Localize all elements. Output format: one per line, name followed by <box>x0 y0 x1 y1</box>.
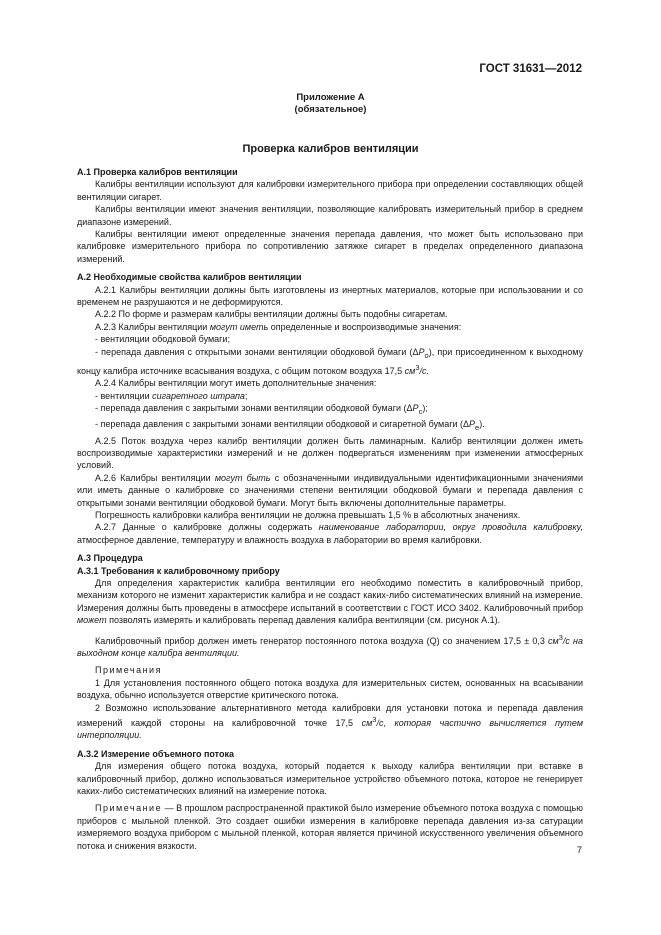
appendix-title: Приложение А <box>296 92 365 103</box>
list-item: - вентиляции ободковой бумаги; <box>95 334 230 345</box>
paragraph: Калибры вентиляции имеют определенные значения перепада давления, что может быть использовано при калибровке измерительного прибора по сопротивлению затяжке сигарет в пределах определенного диапазона измерений. <box>77 229 583 264</box>
note: Примечание — В прошлом распространенной практикой было измерение объемного потока воздуха с помощью приборов с мыльной пленкой. Это создает ошибки измерения в калибровке перепада давления из-за сатурации измеряемого воздуха прибором с мыльной пленкой, которая является причиной искусственного увеличения объемного потока и снижения вязкости. <box>77 803 583 851</box>
paragraph: А.2.1 Калибры вентиляции должны быть изготовлены из инертных материалов, которые при использовании и со временем не разрушаются и не деформируются. <box>77 284 583 308</box>
section-a2-heading: А.2 Необходимые свойства калибров вентиляции <box>77 272 302 283</box>
paragraph: Калибровочный прибор должен иметь генератор постоянного потока воздуха (Q) со значением 17,5 ± 0,3 $см^3/с$ на выходном конце калибра вентиляции. <box>77 632 583 659</box>
note-2: 2 Возможно использование альтернативного метода калибровки для установки потока и перепада давления измерений каждой стороны на калибровочной точке 17,5 $см^3/с$, которая частично вычисляется путем интерполяции. <box>77 702 583 741</box>
list-item: - перепада давления с открытыми зонами вентиляции ободковой бумаги $(\Delta P_o)$, при присоединенном к выходному концу калибра источнике всасывания воздуха, с общим потоком воздуха 17,5 $см^3/с$. <box>77 346 583 376</box>
paragraph: Калибры вентиляции имеют значения вентиляции, позволяющие калибровать измерительный прибор в среднем диапазоне измерений. <box>77 204 583 227</box>
paragraph: Погрешность калибровки калибра вентиляции не должна превышать 1,5 % в абсолютных значениях. <box>95 509 521 520</box>
paragraph: А.2.2 По форме и размерам калибры вентиляции должны быть подобны сигаретам. <box>95 309 448 320</box>
note-1: 1 Для установления постоянного общего потока воздуха для измерительных систем, основанных на всасывании воздуха, обычно используется отверстие критического потока. <box>77 677 583 701</box>
notes-heading: Примечания <box>95 665 162 676</box>
subsection-a32-heading: А.3.2 Измерение объемного потока <box>77 748 234 759</box>
paragraph: Для определения характеристик калибра вентиляции его необходимо поместить в калибровочный прибор, механизм которого не изменит характеристик калибра и не создаст каких-либо систематических влияний на измерение. Измерения должны быть проведены в атмосфере испытаний в соответствии с ГОСТ ИСО 3402. Калибровочный прибор может позволять измерять и калибровать перепад давления калибра вентиляции (см. рисунок А.1). <box>77 577 583 626</box>
paragraph: А.2.7 Данные о калибровке должны содержать наименование лаборатории, округ проводила калибровку, атмосферное давление, температуру и влажность воздуха в лаборатории во время калибровки. <box>77 522 584 545</box>
section-a1-heading: А.1 Проверка калибров вентиляции <box>77 167 238 177</box>
subsection-a31-heading: А.3.1 Требования к калибровочному прибору <box>77 565 280 576</box>
appendix-status: (обязательное) <box>294 104 367 115</box>
paragraph: А.2.4 Калибры вентиляции могут иметь дополнительные значения: <box>95 378 377 389</box>
list-item: - перепада давления с закрытыми зонами вентиляции ободковой бумаги $(\Delta P_c)$; <box>95 403 428 416</box>
page-number: 7 <box>576 845 582 856</box>
document-body <box>77 166 583 852</box>
paragraph: А.2.6 Калибры вентиляции могут быть с обозначенными индивидуальными идентификационными значениями или иметь данные о калибровке со значениями степени вентиляции ободковой бумаги и перепада давления с открытыми зонами вентиляции ободковой бумаги. Могут быть включены дополнительные параметры. <box>77 472 583 508</box>
paragraph: А.2.5 Поток воздуха через калибр вентиляции должен быть ламинарным. Калибр вентиляции должен иметь воспроизводимые характеристики измерений и не должен подвергаться изменениям при изменении атмосферных условий. <box>77 435 583 471</box>
document-title: Проверка калибров вентиляции <box>242 143 419 155</box>
list-item: - перепада давления с закрытыми зонами вентиляции ободковой и сигаретной бумаги $(\Delta P_e)$. <box>95 419 485 433</box>
section-a3-heading: А.3 Процедура <box>77 553 143 564</box>
standard-number: ГОСТ 31631—2012 <box>479 63 582 75</box>
paragraph: Калибры вентиляции используют для калибровки измерительного прибора при определении составляющих общей вентиляции сигарет. <box>77 179 583 202</box>
list-item: - вентиляции сигаретного штрапа; <box>95 390 248 401</box>
paragraph: Для измерения общего потока воздуха, который подается к выходу калибра вентиляции при вставке в калибровочный прибор, должно использоваться измерительное устройство объемного потока, которое не генерирует каких-либо систематических влияний на измерение потока. <box>77 761 583 797</box>
paragraph: А.2.3 Калибры вентиляции могут иметь определенные и воспроизводимые значения: <box>95 321 462 332</box>
